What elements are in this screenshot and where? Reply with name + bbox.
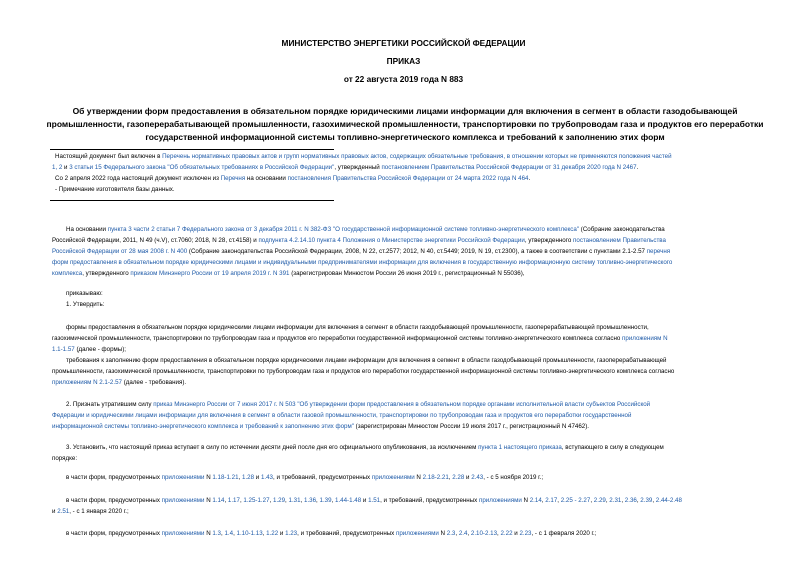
note-text: Настоящий документ был включен в <box>55 153 163 160</box>
schedule-2: в части форм, предусмотренных приложениями N 1.14, 1.17, 1.25-1.27, 1.29, 1.31, 1.36, 1.39, 1.44-1.48 и 1.51, и требований, предусмотренных приложениями N 2.14, 2.17, 2.25 - 2.27, 2.29, 2.31, 2.36, 2.39, 2.44-2.48 <box>66 497 682 504</box>
note-line-4: - Примечание изготовителя базы данных. <box>55 186 175 193</box>
note-link-law[interactable]: 3 статьи 15 Федерального закона "Об обязательных требованиях в Российской Федерации" <box>69 164 335 171</box>
link-regulation-minenergo[interactable]: подпункта 4.2.14.10 пункта 4 Положения о Министерстве энергетики Российской Федерации <box>258 237 525 244</box>
basis-line-3: Российской Федерации от 28 мая 2008 г. N 400 (Собрание законодательства Российской Федерации, 2008, N 22, ст.2577; 2012, N 40, ст.5449; 2019, N 19, ст.2300), а также в соответствии с пунктами 2.1-2.57 перечня <box>52 248 671 255</box>
basis-line-2: Российской Федерации, 2011, N 49 (ч.V), ст.7060; 2018, N 28, ст.4158) и подпункта 4.2.14.10 пункта 4 Положения о Министерстве энергетики Российской Федерации, утвержденного постановлением Правительства <box>52 237 666 244</box>
note-line-3: Со 2 апреля 2022 года настоящий документ исключен из Перечня на основании постановления Правительства Российской Федерации от 24 марта 2022 года N 464. <box>55 175 531 182</box>
link-forms-appendices[interactable]: приложениям N <box>622 335 668 342</box>
link-appendix-1-range[interactable]: 1.1-1.57 <box>52 346 75 353</box>
basis-line-5: комплекса, утвержденного приказом Минэнерго России от 19 апреля 2019 г. N 391 (зарегистрирован Минюстом России 26 июня 2019 г., регистрационный N 55036), <box>52 270 525 277</box>
ministry-heading: МИНИСТЕРСТВО ЭНЕРГЕТИКИ РОССИЙСКОЙ ФЕДЕРАЦИИ <box>281 38 526 48</box>
note-line-1 <box>55 151 672 162</box>
doc-type-heading: ПРИКАЗ <box>386 56 421 66</box>
doc-date-number: от 22 августа 2019 года N 883 <box>343 74 464 84</box>
note-line-2: 1, 2 и 3 статьи 15 Федерального закона "Об обязательных требованиях в Российской Федерации", утвержденный постановлением Правительства Российской Федерации от 31 декабря 2020 года N 2467. <box>52 164 639 171</box>
note-link-decree-2467[interactable]: постановлением Правительства Российской Федерации от 31 декабря 2020 года N 2467 <box>381 164 637 171</box>
item-2-paragraph: 2. Признать утратившим силу приказ Минэнерго России от 7 июня 2017 г. N 503 "Об утверждении форм предоставления в обязательном порядке органами исполнительной власти субъектов Российской Федерации и юридическими лицами информации для включения в сегмент в области газовой промышленности, транспортировки по трубопроводам газа и продуктов его переработки государственной информационной системы топливно-энергетического комплекса и требований к заполнению этих форм" (зарегистрирован Минюстом России 19 июля 2017 г., регистрационный N 47462). <box>52 401 651 430</box>
note-link-decree-464[interactable]: постановления Правительства Российской Федерации от 24 марта 2022 года N 464 <box>287 175 529 182</box>
note-link-perechnya[interactable]: Перечня <box>220 175 246 182</box>
note-link-parts[interactable]: 1, 2 <box>52 164 63 171</box>
note-divider-bottom <box>50 200 334 201</box>
item-3-paragraph: 3. Установить, что настоящий приказ вступает в силу по истечении десяти дней после дня его официального опубликования, за исключением пункта 1 настоящего приказа, вступающего в силу в следующем порядке: <box>52 444 664 462</box>
link-order-503[interactable]: приказ Минэнерго России от 7 июня 2017 г. N 503 "Об утверждении форм предоставления в обязательном порядке органами исполнительной власти субъектов Российской <box>153 401 651 408</box>
link-perechnya[interactable]: перечня <box>646 248 671 255</box>
schedule-1: в части форм, предусмотренных приложениями N 1.18-1.21, 1.28 и 1.43, и требований, предусмотренных приложениями N 2.18-2.21, 2.28 и 2.43, - с 5 ноября 2019 г.; <box>66 474 544 481</box>
basis-line-1: На основании пункта 3 части 2 статьи 7 Федерального закона от 3 декабря 2011 г. N 382-ФЗ "О государственной информационной системе топливно-энергетического комплекса" (Собрание законодательства <box>66 226 665 233</box>
orders-word: приказываю: <box>66 290 103 297</box>
note-link-perechen[interactable]: Перечень нормативных правовых актов и групп нормативных правовых актов, содержащих обязательные требования, в отношении которых не применяются положения частей <box>162 153 672 160</box>
link-decree-400[interactable]: Российской Федерации от 28 мая 2008 г. N 400 <box>52 248 188 255</box>
link-government-decree[interactable]: постановлением Правительства <box>573 237 666 244</box>
note-divider-top <box>50 149 334 150</box>
link-forms-list[interactable]: форм предоставления в обязательном порядке юридическими лицами и индивидуальными предпринимателями информации для включения в государственную информационную систему топливно-энергетического <box>52 259 673 266</box>
requirements-paragraph: требования к заполнению форм предоставления в обязательном порядке юридическими лицами информации для включения в сегмент в области газодобывающей промышленности, газоперерабатывающей промышленности, газохимической промышленности, транспортировки по трубопроводам газа и продуктов его переработки государственной информационной системы топливно-энергетического комплекса согласно приложениям N 2.1-2.57 (далее - требования). <box>52 357 675 386</box>
basis-line-4 <box>52 257 672 268</box>
doc-title: Об утверждении форм предоставления в обязательном порядке юридическими лицами информации для включения в сегмент в области газодобывающей промышленности, газоперерабатывающей промышленности, газохимической промышленности, транспортировки по трубопроводам газа и продуктов его переработки государственной информационной системы топливно-энергетического комплекса и требований к заполнению этих форм <box>46 106 764 142</box>
link-appendices[interactable]: приложениями <box>161 474 205 481</box>
schedule-3: в части форм, предусмотренных приложениями N 1.3, 1.4, 1.10-1.13, 1.22 и 1.23, и требований, предусмотренных приложениями N 2.3, 2.4, 2.10-2.13, 2.22 и 2.23, - с 1 февраля 2020 г.; <box>66 530 597 537</box>
link-order-391[interactable]: приказом Минэнерго России от 19 апреля 2019 г. N 391 <box>130 270 290 277</box>
link-order-503-cont[interactable]: Федерации и юридическими лицами информации для включения в сегмент в области газовой промышленности, транспортировки по трубопроводам газа и продуктов его переработки государственной <box>52 412 632 419</box>
link-kompleksa[interactable]: комплекса <box>52 270 83 277</box>
item-1: 1. Утвердить: <box>66 301 105 308</box>
link-item-1[interactable]: пункта 1 настоящего приказа <box>478 444 562 451</box>
link-law-382[interactable]: пункта 3 части 2 статьи 7 Федерального закона от 3 декабря 2011 г. N 382-ФЗ "О государственной информационной системе топливно-энергетического комплекса" <box>107 226 580 233</box>
link-order-503-end[interactable]: информационной системы топливно-энергетического комплекса и требований к заполнению этих форм" <box>52 423 354 430</box>
schedule-2-cont: и 2.51, - с 1 января 2020 г.; <box>52 508 129 515</box>
forms-paragraph: формы предоставления в обязательном порядке юридическими лицами информации для включения в сегмент в области газодобывающей промышленности, газоперерабатывающей промышленности, газохимической промышленности, транспортировки по трубопроводам газа и продуктов его переработки государственной информационной системы топливно-энергетического комплекса согласно приложениям N 1.1-1.57 (далее - формы); <box>52 324 668 353</box>
link-appendix-2-range[interactable]: приложениям N 2.1-2.57 <box>52 379 122 386</box>
